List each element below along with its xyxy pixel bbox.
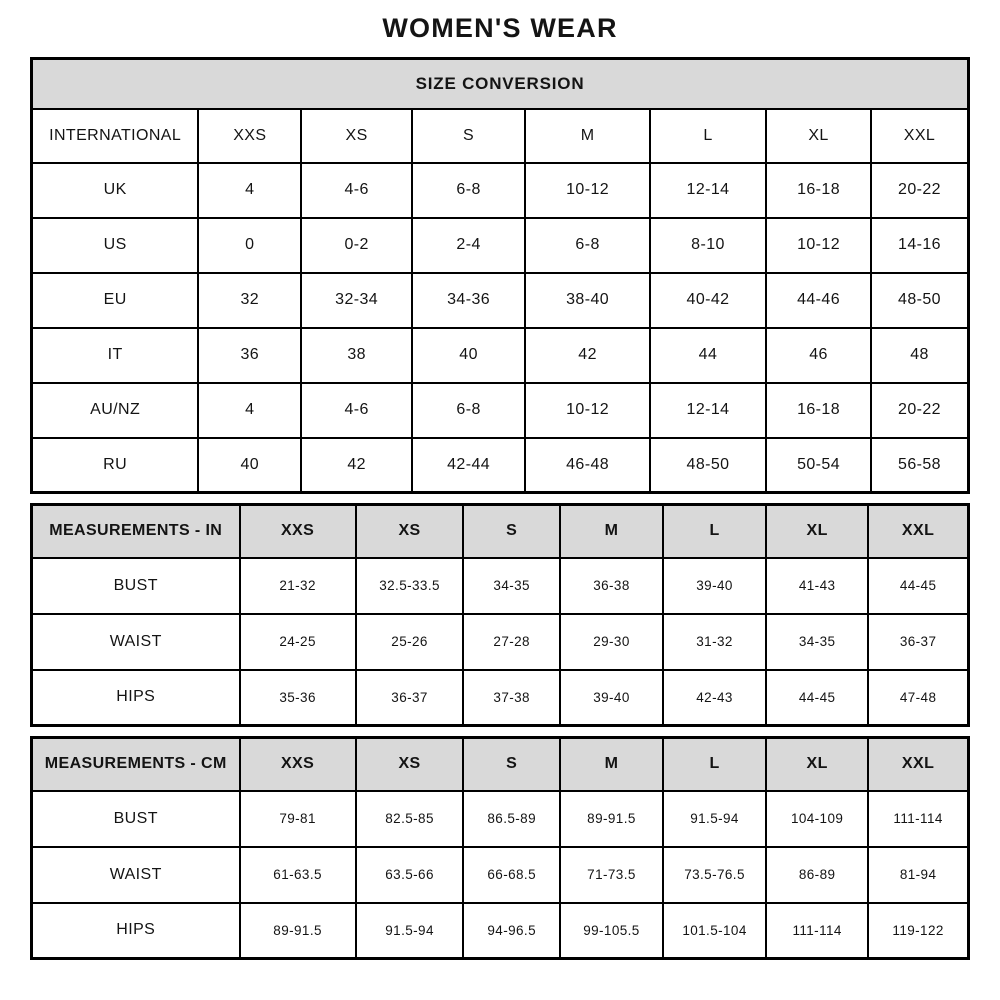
value-cell: 10-12 [525,383,650,438]
measurements-cm-table-header-row [32,738,969,791]
value-cell: 6-8 [412,163,525,218]
value-cell: 41-43 [766,558,868,614]
size-column-header: S [463,738,560,791]
row-label: EU [32,273,199,328]
value-cell: 89-91.5 [560,791,663,847]
value-cell: 40 [412,328,525,383]
table-row [32,218,969,273]
size-column-header: XL [766,738,868,791]
value-cell: 44-46 [766,273,871,328]
value-cell: 86.5-89 [463,791,560,847]
page-title: WOMEN'S WEAR [382,13,618,43]
table-row [32,558,969,614]
value-cell: 32-34 [301,273,412,328]
value-cell: 10-12 [766,218,871,273]
value-cell: 14-16 [871,218,968,273]
measurements-in-table-header-row [32,505,969,558]
value-cell: 48-50 [650,438,766,493]
size-column-header: L [663,738,766,791]
value-cell: 24-25 [240,614,356,670]
value-cell: 42-43 [663,670,766,726]
value-cell: 48 [871,328,968,383]
value-cell: 47-48 [868,670,968,726]
row-label: WAIST [32,614,240,670]
value-cell: 25-26 [356,614,464,670]
size-column-header: XL [766,505,868,558]
size-column-header: S [463,505,560,558]
value-cell: 4-6 [301,163,412,218]
value-cell: 119-122 [868,903,968,959]
value-cell: 42 [525,328,650,383]
value-cell: 50-54 [766,438,871,493]
value-cell: 44-45 [766,670,868,726]
value-cell: 16-18 [766,163,871,218]
size-column-header: L [663,505,766,558]
value-cell: 104-109 [766,791,868,847]
size-column-header: M [525,109,650,163]
tables-container [30,57,970,960]
value-cell: 44 [650,328,766,383]
value-cell: 82.5-85 [356,791,464,847]
table-row [32,383,969,438]
value-cell: 4 [198,383,301,438]
value-cell: 40-42 [650,273,766,328]
value-cell: 34-36 [412,273,525,328]
value-cell: 46 [766,328,871,383]
value-cell: 39-40 [663,558,766,614]
value-cell: 2-4 [412,218,525,273]
value-cell: 31-32 [663,614,766,670]
value-cell: 86-89 [766,847,868,903]
row-label: BUST [32,558,240,614]
value-cell: 8-10 [650,218,766,273]
value-cell: 38-40 [525,273,650,328]
value-cell: 36-37 [868,614,968,670]
size-column-header: M [560,505,663,558]
value-cell: 34-35 [766,614,868,670]
size-column-header: XXL [868,738,968,791]
value-cell: 101.5-104 [663,903,766,959]
value-cell: 35-36 [240,670,356,726]
value-cell: 34-35 [463,558,560,614]
row-label: IT [32,328,199,383]
table-row [32,163,969,218]
value-cell: 61-63.5 [240,847,356,903]
size-column-header: XXL [868,505,968,558]
table-row [32,670,969,726]
size-column-header: XS [301,109,412,163]
row-label: AU/NZ [32,383,199,438]
value-cell: 4 [198,163,301,218]
value-cell: 20-22 [871,163,968,218]
table-row [32,903,969,959]
value-cell: 6-8 [412,383,525,438]
size-column-header: XL [766,109,871,163]
size-column-header: XXS [198,109,301,163]
row-label: WAIST [32,847,240,903]
value-cell: 66-68.5 [463,847,560,903]
table-row [32,847,969,903]
value-cell: 91.5-94 [663,791,766,847]
value-cell: 6-8 [525,218,650,273]
value-cell: 21-32 [240,558,356,614]
value-cell: 111-114 [766,903,868,959]
value-cell: 42-44 [412,438,525,493]
value-cell: 32 [198,273,301,328]
value-cell: 4-6 [301,383,412,438]
value-cell: 39-40 [560,670,663,726]
value-cell: 36-38 [560,558,663,614]
measurements-in-table [30,503,970,727]
table-row [32,791,969,847]
value-cell: 94-96.5 [463,903,560,959]
value-cell: 37-38 [463,670,560,726]
size-column-header: S [412,109,525,163]
size-conversion-table [30,57,970,494]
value-cell: 32.5-33.5 [356,558,464,614]
size-column-header: XS [356,738,464,791]
value-cell: 63.5-66 [356,847,464,903]
size-column-header: L [650,109,766,163]
value-cell: 46-48 [525,438,650,493]
size-column-header: XXS [240,505,356,558]
table-header-label: MEASUREMENTS - IN [32,505,240,558]
size-column-header: XXS [240,738,356,791]
value-cell: 73.5-76.5 [663,847,766,903]
value-cell: 10-12 [525,163,650,218]
value-cell: 44-45 [868,558,968,614]
table-header-label: INTERNATIONAL [32,109,199,163]
value-cell: 27-28 [463,614,560,670]
value-cell: 20-22 [871,383,968,438]
row-label: BUST [32,791,240,847]
table-row [32,614,969,670]
row-label: US [32,218,199,273]
value-cell: 29-30 [560,614,663,670]
value-cell: 12-14 [650,383,766,438]
row-label: RU [32,438,199,493]
size-conversion-table-header-row [32,109,969,163]
table-row [32,273,969,328]
value-cell: 111-114 [868,791,968,847]
value-cell: 36-37 [356,670,464,726]
size-column-header: M [560,738,663,791]
table-header-label: MEASUREMENTS - CM [32,738,240,791]
value-cell: 36 [198,328,301,383]
size-column-header: XS [356,505,464,558]
value-cell: 79-81 [240,791,356,847]
value-cell: 38 [301,328,412,383]
value-cell: 99-105.5 [560,903,663,959]
size-column-header: XXL [871,109,968,163]
value-cell: 81-94 [868,847,968,903]
row-label: HIPS [32,670,240,726]
value-cell: 91.5-94 [356,903,464,959]
value-cell: 12-14 [650,163,766,218]
value-cell: 48-50 [871,273,968,328]
table-banner-title: SIZE CONVERSION [32,59,969,109]
table-row [32,328,969,383]
value-cell: 42 [301,438,412,493]
measurements-cm-table [30,736,970,960]
size-conversion-table-banner-row [32,59,969,109]
row-label: HIPS [32,903,240,959]
value-cell: 16-18 [766,383,871,438]
value-cell: 71-73.5 [560,847,663,903]
value-cell: 40 [198,438,301,493]
value-cell: 56-58 [871,438,968,493]
row-label: UK [32,163,199,218]
value-cell: 0 [198,218,301,273]
value-cell: 89-91.5 [240,903,356,959]
value-cell: 0-2 [301,218,412,273]
table-row [32,438,969,493]
